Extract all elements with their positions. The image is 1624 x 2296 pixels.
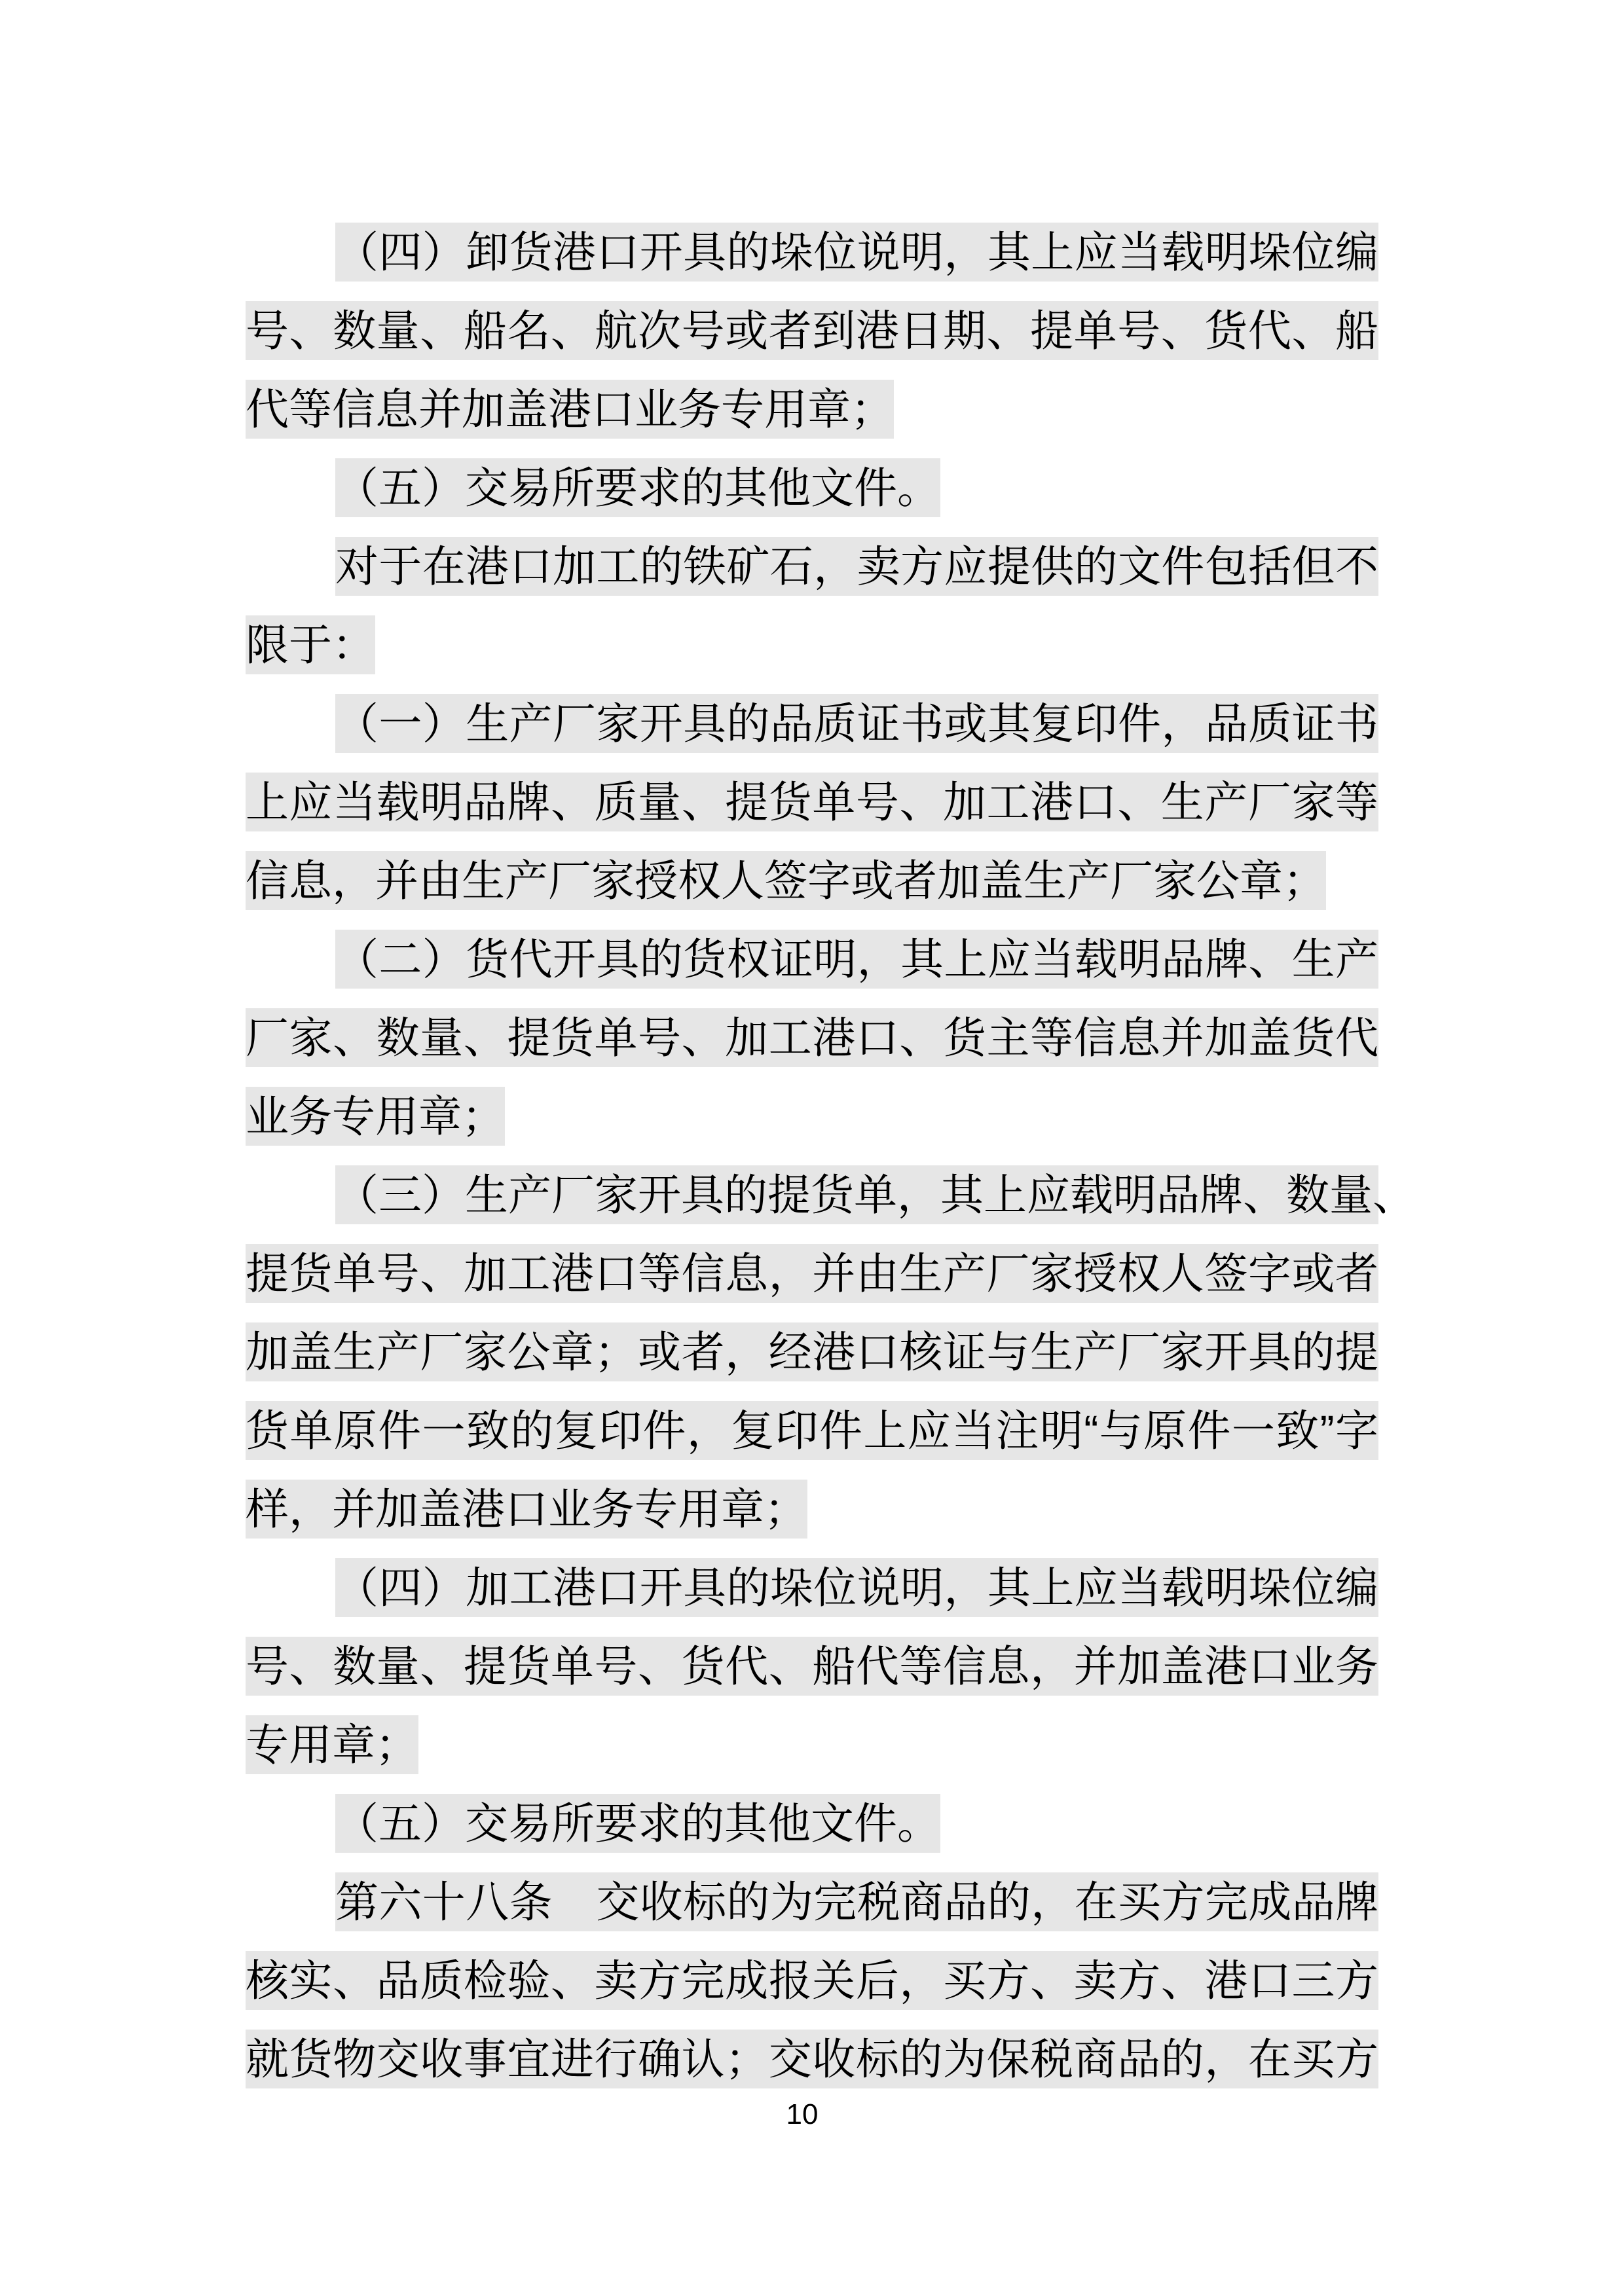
text-line — [246, 1322, 1378, 1401]
highlighted-text: （四）加工港口开具的垛位说明，其上应当载明垛位编 — [335, 1558, 1378, 1617]
text-line — [246, 1480, 1378, 1558]
text-line — [246, 1087, 1378, 1165]
highlighted-text: 信息，并由生产厂家授权人签字或者加盖生产厂家公章； — [246, 851, 1326, 910]
highlighted-text: 专用章； — [246, 1715, 418, 1774]
highlighted-text: 号、数量、船名、航次号或者到港日期、提单号、货代、船 — [246, 301, 1378, 360]
page-number: 10 — [786, 2098, 819, 2130]
highlighted-text: （五）交易所要求的其他文件。 — [335, 1794, 940, 1853]
highlighted-text: （四）卸货港口开具的垛位说明，其上应当载明垛位编 — [335, 223, 1378, 282]
highlighted-text: （三）生产厂家开具的提货单，其上应载明品牌、数量、 — [335, 1165, 1378, 1224]
text-line — [246, 380, 1378, 458]
highlighted-text: （二）货代开具的货权证明，其上应当载明品牌、生产 — [335, 930, 1378, 989]
text-line — [246, 851, 1378, 930]
text-line — [246, 1244, 1378, 1322]
text-line — [246, 1794, 1378, 1872]
text-line — [246, 694, 1378, 773]
text-line — [246, 930, 1378, 1008]
text-line — [246, 1401, 1378, 1480]
highlighted-text: （五）交易所要求的其他文件。 — [335, 458, 940, 517]
highlighted-text: 限于： — [246, 615, 375, 674]
document-body — [246, 223, 1416, 2108]
text-line — [246, 1165, 1416, 1244]
text-line — [246, 537, 1378, 615]
highlighted-text: 加盖生产厂家公章；或者，经港口核证与生产厂家开具的提 — [246, 1322, 1378, 1381]
text-line — [246, 458, 1378, 537]
highlighted-text: 号、数量、提货单号、货代、船代等信息，并加盖港口业务 — [246, 1637, 1378, 1696]
highlighted-text: 核实、品质检验、卖方完成报关后，买方、卖方、港口三方 — [246, 1951, 1378, 2010]
highlighted-text: 提货单号、加工港口等信息，并由生产厂家授权人签字或者 — [246, 1244, 1378, 1303]
highlighted-text: 对于在港口加工的铁矿石，卖方应提供的文件包括但不 — [335, 537, 1378, 596]
text-line — [246, 1951, 1378, 2030]
highlighted-text: 业务专用章； — [246, 1087, 505, 1146]
text-line — [246, 1872, 1378, 1951]
highlighted-text: （一）生产厂家开具的品质证书或其复印件，品质证书 — [335, 694, 1378, 753]
text-line — [246, 223, 1378, 301]
highlighted-text: 样，并加盖港口业务专用章； — [246, 1480, 807, 1539]
highlighted-text: 厂家、数量、提货单号、加工港口、货主等信息并加盖货代 — [246, 1008, 1378, 1067]
text-line — [246, 2030, 1378, 2108]
highlighted-text: 上应当载明品牌、质量、提货单号、加工港口、生产厂家等 — [246, 773, 1378, 831]
text-line — [246, 1558, 1378, 1637]
text-line — [246, 301, 1378, 380]
highlighted-text: 第六十八条 交收标的为完税商品的，在买方完成品牌 — [335, 1872, 1378, 1931]
highlighted-text: 就货物交收事宜进行确认；交收标的为保税商品的，在买方 — [246, 2030, 1378, 2088]
text-line — [246, 1637, 1378, 1715]
text-line — [246, 773, 1378, 851]
text-line — [246, 1008, 1378, 1087]
text-line — [246, 615, 1378, 694]
highlighted-text: 代等信息并加盖港口业务专用章； — [246, 380, 894, 439]
highlighted-text: 货单原件一致的复印件，复印件上应当注明“与原件一致”字 — [246, 1401, 1378, 1460]
text-line — [246, 1715, 1378, 1794]
